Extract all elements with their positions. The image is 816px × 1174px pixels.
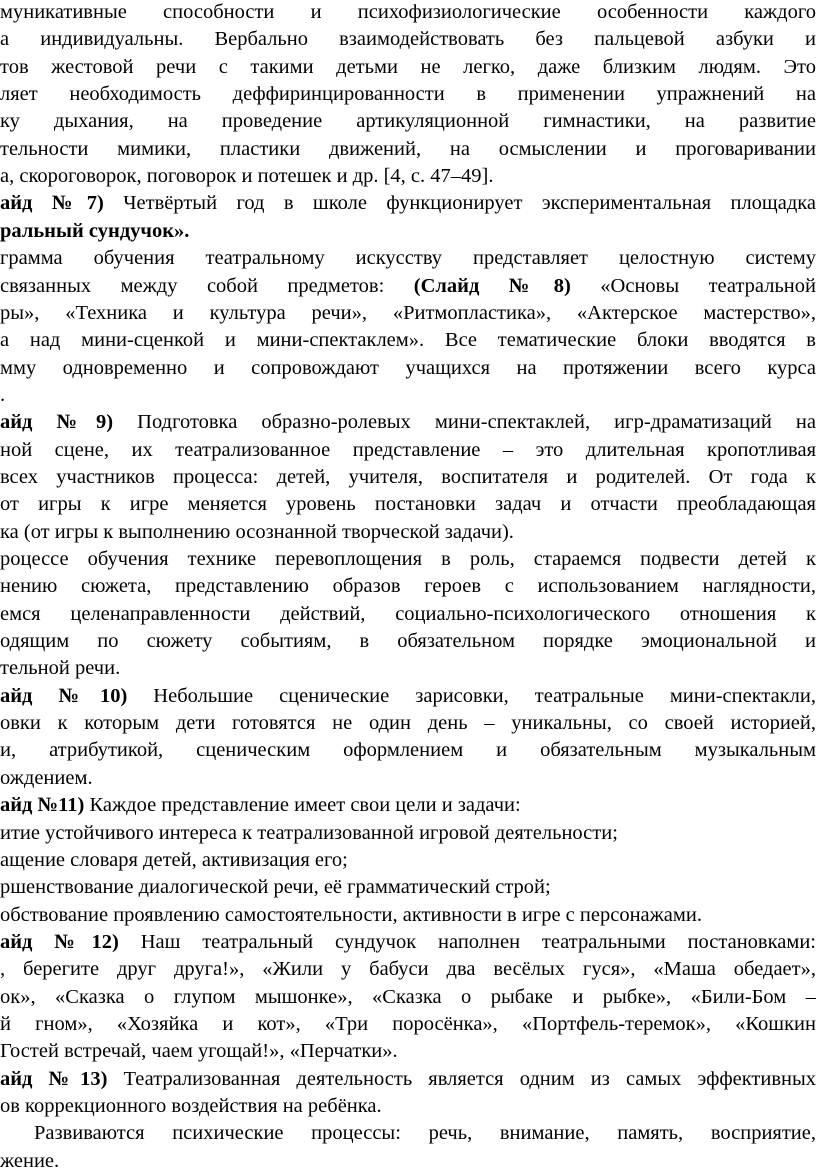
text-run: Четвёртый год в школе функционирует экспериментальная площадка (103, 192, 816, 215)
bold-text-run: айд №7) (0, 192, 104, 215)
text-run: от игры к игре меняется уровень постановки задач и отчасти преобладающая (0, 493, 816, 516)
text-line (0, 492, 816, 516)
text-run: Наш театральный сундучок наполнен театральными постановками: (118, 930, 816, 953)
text-line (0, 1067, 816, 1091)
text-run: ры», «Техника и культура речи», «Ритмопластика», «Актерское мастерство», (0, 301, 816, 324)
text-run: Развиваются психические процессы: речь, внимание, память, восприятие, (34, 1122, 816, 1145)
text-run: муникативные способности и психофизиологические особенности каждого (0, 1, 816, 23)
text-run: овки к которым дети готовятся не один день – уникальны, со своей историей, (0, 712, 816, 735)
text-line (0, 711, 816, 735)
text-run: жение. (0, 1149, 60, 1172)
text-line (0, 246, 816, 270)
text-line (0, 793, 816, 817)
bold-text-run: айд №10) (0, 684, 128, 707)
text-line (0, 383, 816, 407)
text-line (0, 602, 816, 626)
text-line (0, 274, 816, 298)
text-line (0, 1012, 816, 1036)
bold-text-run: (Слайд №8) (413, 274, 571, 297)
text-run: а, скороговорок, поговорок и потешек и др. [4, с. 47–49]. (0, 165, 494, 188)
text-run: тельности мимики, пластики движений, на осмыслении и проговаривании (0, 137, 816, 160)
text-run: ку дыхания, на проведение артикуляционной гимнастики, на развитие (0, 110, 816, 133)
text-run: тельной речи. (0, 657, 121, 680)
text-run: емся целенаправленности действий, социально-психологического отношения к (0, 602, 816, 625)
text-line (0, 574, 816, 598)
text-line (0, 438, 816, 462)
text-line (0, 684, 816, 708)
bold-text-run: айд №11) (0, 794, 85, 817)
text-run: ной сцене, их театрализованное представление – это длительная кропотливая (0, 438, 816, 461)
text-line (0, 1149, 816, 1173)
text-run: Театрализованная деятельность является одним из самых эффективных (107, 1067, 816, 1090)
text-run: Гостей встречай, чаем угощай!», «Перчатки». (0, 1040, 398, 1063)
text-run: ка (от игры к выполнению осознанной творческой задачи). (0, 520, 514, 543)
text-run: обствование проявлению самостоятельности, активности в игре с персонажами. (0, 903, 702, 926)
text-run: мму одновременно и сопровождают учащихся на протяжении всего курса (0, 356, 816, 379)
text-run: ов коррекционного воздействия на ребёнка. (0, 1095, 382, 1117)
text-run: а индивидуальны. Вербально взаимодействовать без пальцевой азбуки и (0, 28, 816, 51)
text-run: «Основы театральной (570, 274, 816, 297)
text-line (0, 848, 816, 872)
text-line (0, 1121, 816, 1145)
text-run: всех участников процесса: детей, учителя, воспитателя и родителей. От года к (0, 465, 816, 488)
text-line (0, 137, 816, 161)
text-line (0, 821, 816, 845)
text-line (0, 191, 816, 215)
text-line (0, 957, 816, 981)
text-line (0, 27, 816, 51)
text-run: Подготовка образно-ролевых мини-спектаклей, игр-драматизаций на (113, 411, 816, 434)
text-line (0, 629, 816, 653)
text-line (0, 0, 816, 24)
text-run: , берегите друг друга!», «Жили у бабуси два весёлых гуся», «Маша обедает», (0, 958, 816, 981)
text-run: и, атрибутикой, сценическим оформлением и обязательным музыкальным (0, 739, 816, 762)
text-line (0, 656, 816, 680)
text-run: итие устойчивого интереса к театрализованной игровой деятельности; (0, 821, 618, 844)
text-line (0, 903, 816, 927)
text-line (0, 356, 816, 380)
text-line (0, 328, 816, 352)
text-line (0, 55, 816, 79)
text-run: ождением. (0, 766, 93, 789)
text-run: ляет необходимость деффиринцированности в применении упражнений на (0, 83, 816, 106)
text-line (0, 1094, 816, 1118)
text-run: й гном», «Хозяйка и кот», «Три поросёнка», «Портфель-теремок», «Кошкин (0, 1012, 816, 1035)
text-line (0, 465, 816, 489)
text-line (0, 82, 816, 106)
bold-text-run: айд №12) (0, 930, 119, 953)
text-line (0, 410, 816, 434)
bold-text-run: айд №13) (0, 1067, 108, 1090)
text-line (0, 930, 816, 954)
bold-text-run: ральный сундучок». (0, 219, 190, 242)
bold-text-run: айд №9) (0, 411, 114, 434)
text-line (0, 164, 816, 188)
text-run: ок», «Сказка о глупом мышонке», «Сказка о рыбаке и рыбке», «Били-Бом – (0, 985, 816, 1008)
text-run: . (0, 383, 6, 406)
text-run: ащение словаря детей, активизация его; (0, 848, 348, 871)
text-line (0, 738, 816, 762)
text-run: а над мини-сценкой и мини-спектаклем». Все тематические блоки вводятся в (0, 329, 816, 352)
text-run: нению сюжета, представлению образов героев с использованием наглядности, (0, 575, 816, 598)
text-line (0, 985, 816, 1009)
text-line (0, 766, 816, 790)
text-run: Небольшие сценические зарисовки, театральные мини-спектакли, (127, 684, 816, 707)
text-line (0, 219, 816, 243)
text-run: Каждое представление имеет свои цели и задачи: (84, 794, 521, 817)
text-run: грамма обучения театральному искусству представляет целостную систему (0, 247, 816, 270)
text-line (0, 547, 816, 571)
text-run: роцессе обучения технике перевоплощения в роль, стараемся подвести детей к (0, 548, 816, 570)
text-line (0, 1039, 816, 1063)
text-line (0, 520, 816, 544)
text-line (0, 109, 816, 133)
text-run: тов жестовой речи с такими детьми не легко, даже близким людям. Это (0, 55, 816, 78)
text-run: ршенствование диалогической речи, её грамматический строй; (0, 876, 551, 899)
text-line (0, 301, 816, 325)
text-run: связанных между собой предметов: (0, 274, 414, 297)
text-line (0, 875, 816, 899)
text-run: одящим по сюжету событиям, в обязательном порядке эмоциональной и (0, 630, 816, 653)
